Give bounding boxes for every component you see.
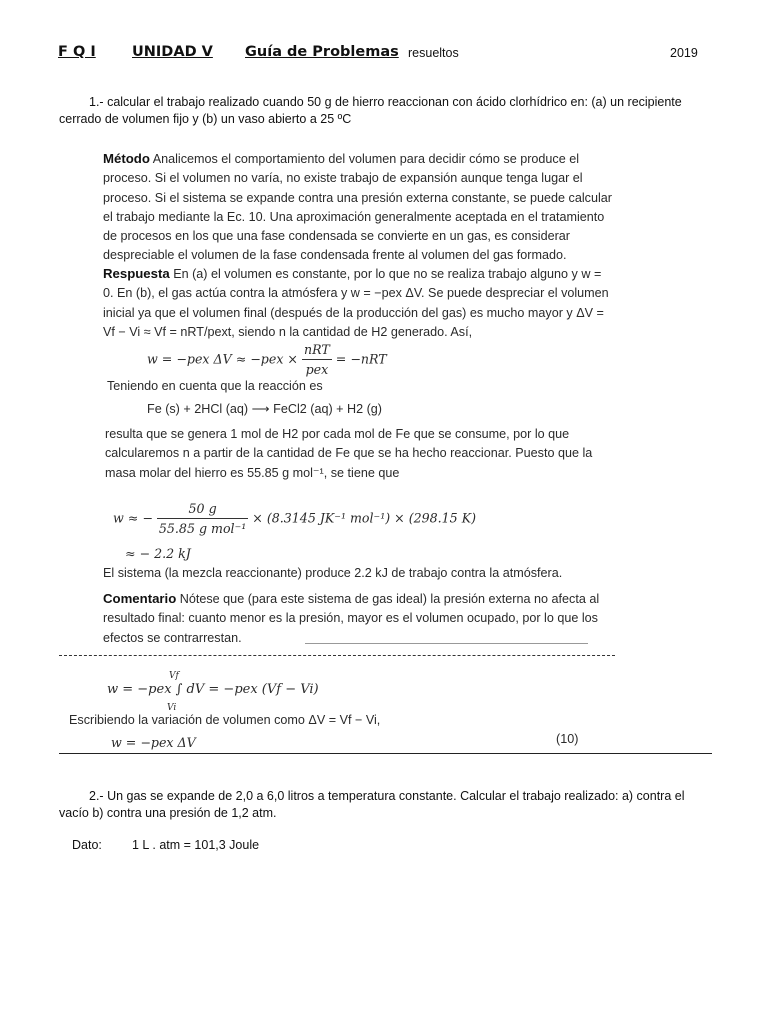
equation-result: ≈ − 2.2 kJ xyxy=(125,546,191,561)
method-text: Analicemos el comportamiento del volumen para decidir cómo se produce el proceso. Si el volumen no varía, no existe trabajo de expansión aunque tenga lugar el proceso. Si el sistema se expande contra una presión externa constante, se puede calcular el trabajo mediante la Ec. 10. Una aproximación generalmente aceptada en el tratamiento de procesos en los que una fase condensada se convierte en un gas, es considerar despreciable el volumen de la fase condensada frente al volumen del gas formado. xyxy=(103,152,612,263)
eq1-denominator: pex xyxy=(305,362,329,378)
answer-text: En (a) el volumen es constante, por lo que no se realiza trabajo alguno y w = 0. En (b), el gas actúa contra la atmósfera y w = −pex ΔV. Se puede despreciar el volumen inicial ya que el volumen final (después de la producción del gas) es mucho mayor y ΔV = Vf − Vi ≈ Vf = nRT/pext, siendo n la cantidad de H2 generado. Así, xyxy=(103,267,609,339)
eq2-right: × (8.3145 JK⁻¹ mol⁻¹) × (298.15 K) xyxy=(252,510,477,526)
eq2-denominator: 55.85 g mol⁻¹ xyxy=(158,521,247,537)
problem-2-number: 2.- xyxy=(89,789,104,803)
method-label: Método xyxy=(103,151,150,166)
reaction-equation: Fe (s) + 2HCl (aq) ⟶ FeCl2 (aq) + H2 (g) xyxy=(147,402,383,416)
integral-lower-limit: Vi xyxy=(167,703,177,713)
comment-text: Nótese que (para este sistema de gas ideal) la presión externa no afecta al resultado final: cuanto menor es la presión, mayor es el volumen ocupado, por lo que los efectos se contrarrestan. xyxy=(103,592,600,645)
problem-2-text: Un gas se expande de 2,0 a 6,0 litros a temperatura constante. Calcular el trabajo realizado: a) contra el vacío b) contra una presión de 1,2 atm. xyxy=(59,789,685,820)
equation-work-nrt xyxy=(147,340,387,380)
equation10-intro: Escribiendo la variación de volumen como ΔV = Vf − Vi, xyxy=(69,713,381,727)
integral-upper-limit: Vf xyxy=(169,671,179,681)
integral-equation xyxy=(107,671,319,713)
equation10-final: w = −pex ΔV xyxy=(111,735,196,750)
reaction-intro: Teniendo en cuenta que la reacción es xyxy=(107,379,323,393)
eq1-fraction xyxy=(302,340,332,380)
guide-title: Guía de Problemas xyxy=(245,44,399,60)
course-code: F Q I xyxy=(58,44,96,60)
data-line xyxy=(72,837,730,854)
eq1-left: w = −pex ΔV ≈ −pex × xyxy=(147,351,298,367)
dashed-separator xyxy=(59,655,615,656)
unit-title: UNIDAD V xyxy=(132,44,213,60)
eq2-fraction xyxy=(157,499,248,539)
equation-work-numeric xyxy=(113,499,476,539)
solution-method xyxy=(103,149,615,266)
comment-label: Comentario xyxy=(103,591,177,606)
eq1-numerator: nRT xyxy=(302,340,332,360)
problem-1 xyxy=(59,94,717,128)
eq2-left: w ≈ − xyxy=(113,510,153,526)
data-value: 1 L . atm = 101,3 Joule xyxy=(132,838,260,852)
resolved-label: resueltos xyxy=(408,46,459,60)
scan-divider xyxy=(305,643,588,644)
solid-separator xyxy=(59,753,712,754)
eq2-numerator: 50 g xyxy=(157,499,248,519)
solution-answer xyxy=(103,264,615,342)
data-label: Dato: xyxy=(72,838,102,852)
integral-expression: w = −pex ∫ dV = −pex (Vf − Vi) xyxy=(107,682,319,697)
document-header xyxy=(58,44,708,64)
answer-label: Respuesta xyxy=(103,266,170,281)
solution-comment xyxy=(103,589,615,648)
equation10-number: (10) xyxy=(556,732,579,746)
problem-1-text: calcular el trabajo realizado cuando 50 g de hierro reaccionan con ácido clorhídrico en: (a) un recipiente cerrado de volumen fijo y (b) un vaso abierto a 25 ºC xyxy=(59,95,682,126)
reaction-explanation: resulta que se genera 1 mol de H2 por cada mol de Fe que se consume, por lo que calcularemos n a partir de la cantidad de Fe que se ha hecho reaccionar. Puesto que la masa molar del hierro es 55.85 g mol⁻¹, se tiene que xyxy=(105,427,593,480)
problem-1-number: 1.- xyxy=(89,95,104,109)
year: 2019 xyxy=(670,46,698,60)
system-conclusion: El sistema (la mezcla reaccionante) produce 2.2 kJ de trabajo contra la atmósfera. xyxy=(103,566,563,580)
eq1-right: = −nRT xyxy=(335,351,387,367)
problem-2 xyxy=(59,788,717,822)
